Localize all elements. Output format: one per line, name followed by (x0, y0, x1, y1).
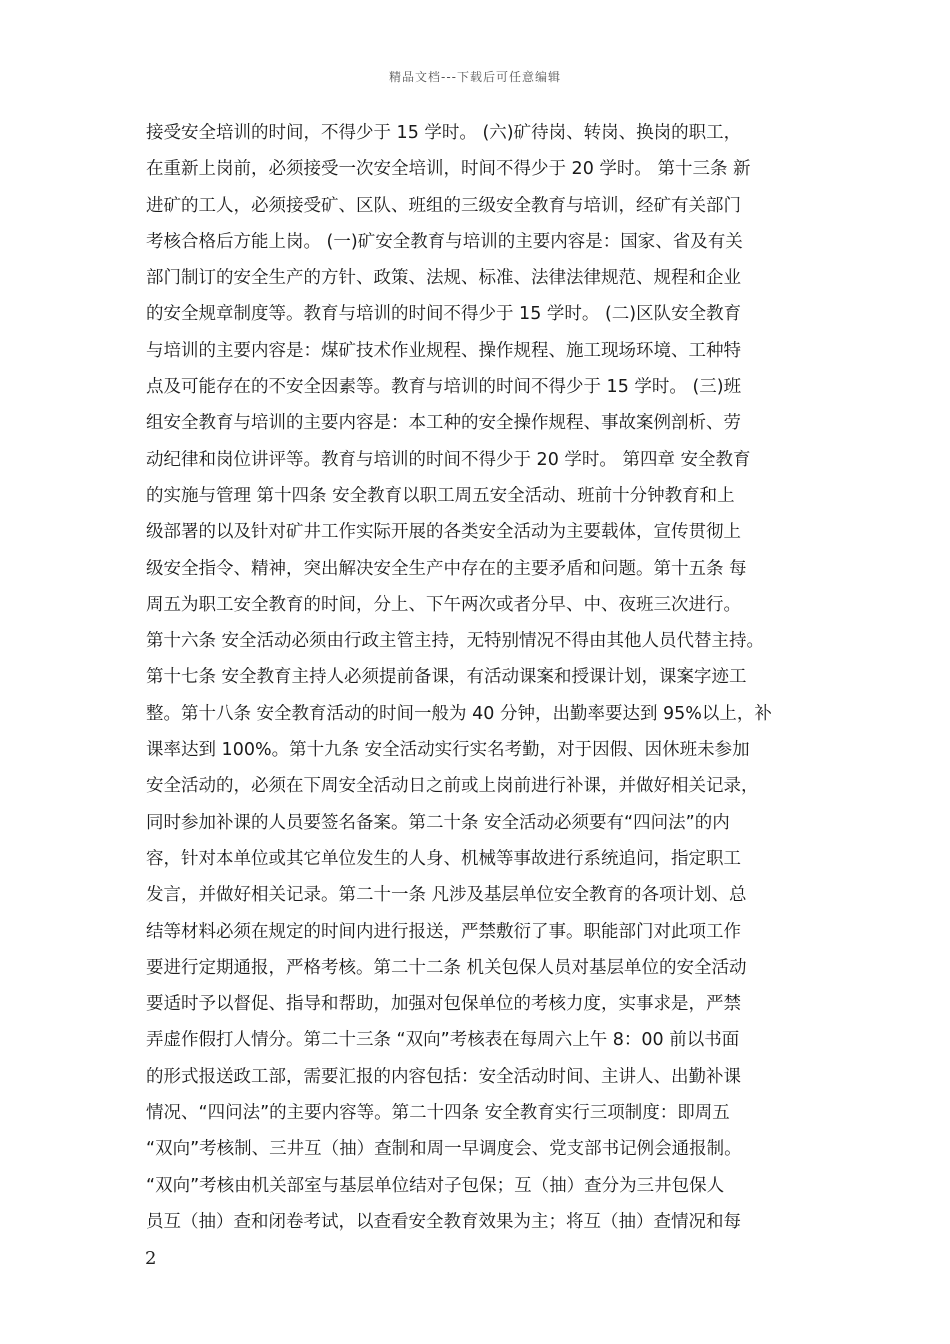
text-line: 第十七条 安全教育主持人必须提前备课，有活动课案和授课计划，课案字迹工 (146, 667, 747, 688)
text-line: 课率达到 100%。第十九条 安全活动实行实名考勤，对于因假、因休班未参加 (146, 740, 750, 761)
text-line: 要适时予以督促、指导和帮助，加强对包保单位的考核力度，实事求是，严禁 (146, 994, 741, 1015)
text-line: 的安全规章制度等。教育与培训的时间不得少于 15 学时。 (二)区队安全教育 (146, 304, 742, 325)
text-line: 在重新上岗前，必须接受一次安全培训，时间不得少于 20 学时。 第十三条 新 (146, 159, 751, 180)
text-line: 结等材料必须在规定的时间内进行报送，严禁敷衍了事。职能部门对此项工作 (146, 921, 741, 942)
text-line: “双向”考核制、三井互（抽）查制和周一早调度会、党支部书记例会通报制。 (146, 1139, 742, 1160)
text-line: 考核合格后方能上岗。 (一)矿安全教育与培训的主要内容是：国家、省及有关 (146, 231, 743, 252)
text-line: 同时参加补课的人员要签名备案。第二十条 安全活动必须要有“四问法”的内 (146, 812, 730, 833)
text-line: 发言，并做好相关记录。第二十一条 凡涉及基层单位安全教育的各项计划、总 (146, 885, 747, 906)
text-line: 的实施与管理 第十四条 安全教育以职工周五安全活动、班前十分钟教育和上 (146, 485, 735, 506)
text-line: 部门制订的安全生产的方针、政策、法规、标准、法律法律规范、规程和企业 (146, 268, 741, 289)
text-line: 安全活动的，必须在下周安全活动日之前或上岗前进行补课，并做好相关记录， (146, 776, 759, 797)
text-line: 组安全教育与培训的主要内容是：本工种的安全操作规程、事故案例剖析、劳 (146, 413, 741, 434)
text-line: 进矿的工人，必须接受矿、区队、班组的三级安全教育与培训，经矿有关部门 (146, 195, 741, 216)
document-body (146, 115, 816, 1240)
text-line: 的形式报送政工部，需要汇报的内容包括：安全活动时间、主讲人、出勤补课 (146, 1066, 741, 1087)
text-line: 级部署的以及针对矿井工作实际开展的各类安全活动为主要载体，宣传贯彻上 (146, 522, 741, 543)
text-line: 与培训的主要内容是：煤矿技术作业规程、操作规程、施工现场环境、工种特 (146, 340, 741, 361)
text-line: 接受安全培训的时间，不得少于 15 学时。 (六)矿待岗、转岗、换岗的职工， (146, 123, 742, 143)
text-line: “双向”考核由机关部室与基层单位结对子包保；互（抽）查分为三井包保人 (146, 1175, 725, 1196)
page-number: 2 (145, 1248, 157, 1269)
text-line: 动纪律和岗位讲评等。教育与培训的时间不得少于 20 学时。 第四章 安全教育 (146, 449, 751, 470)
text-line: 整。第十八条 安全教育活动的时间一般为 40 分钟，出勤率要达到 95%以上，补 (146, 703, 772, 724)
text-line: 要进行定期通报，严格考核。第二十二条 机关包保人员对基层单位的安全活动 (146, 957, 747, 978)
text-line: 弄虚作假打人情分。第二十三条 “双向”考核表在每周六上午 8：00 前以书面 (146, 1030, 740, 1051)
page-header: 精品文档---下载后可任意编辑 (389, 70, 561, 84)
text-line: 级安全指令、精神，突出解决安全生产中存在的主要矛盾和问题。第十五条 每 (146, 558, 747, 579)
text-line: 第十六条 安全活动必须由行政主管主持，无特别情况不得由其他人员代替主持。 (146, 631, 765, 652)
text-line: 情况、“四问法”的主要内容等。第二十四条 安全教育实行三项制度：即周五 (146, 1103, 730, 1124)
text-line: 点及可能存在的不安全因素等。教育与培训的时间不得少于 15 学时。 (三)班 (146, 377, 742, 398)
text-line: 容，针对本单位或其它单位发生的人身、机械等事故进行系统追问，指定职工 (146, 848, 741, 869)
text-line: 员互（抽）查和闭卷考试，以查看安全教育效果为主；将互（抽）查情况和每 (146, 1211, 741, 1232)
text-line: 周五为职工安全教育的时间，分上、下午两次或者分早、中、夜班三次进行。 (146, 594, 741, 615)
